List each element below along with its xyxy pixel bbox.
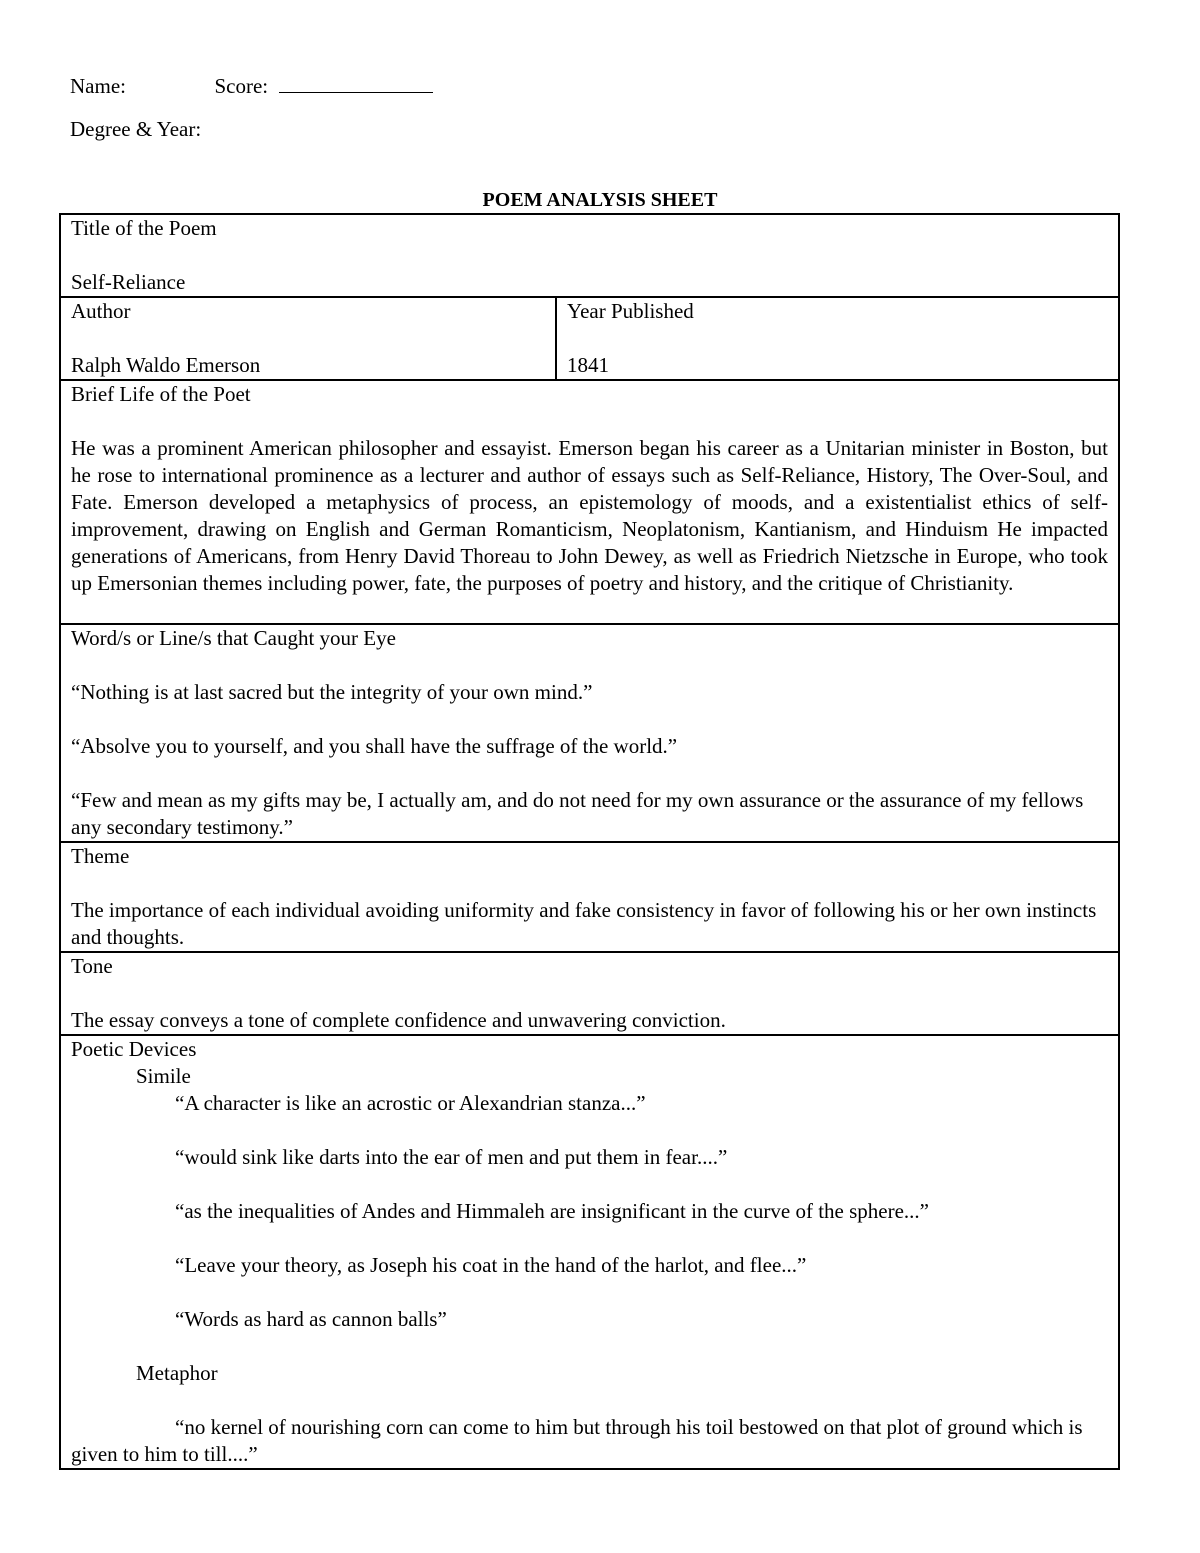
year-cell bbox=[556, 297, 1119, 380]
sheet-title: POEM ANALYSIS SHEET bbox=[482, 189, 718, 211]
quote-line: “Absolve you to yourself, and you shall have the suffrage of the world.” bbox=[71, 734, 678, 758]
author-year-row bbox=[60, 297, 1119, 380]
name-label: Name: bbox=[70, 74, 126, 98]
devices-cell bbox=[60, 1035, 1119, 1469]
score-label: Score: bbox=[214, 74, 269, 98]
tone-text: The essay conveys a tone of complete confidence and unwavering conviction. bbox=[71, 1008, 726, 1032]
author-value: Ralph Waldo Emerson bbox=[71, 353, 261, 377]
simile-item: “A character is like an acrostic or Alexandrian stanza...” bbox=[175, 1091, 646, 1115]
theme-row bbox=[60, 842, 1119, 952]
simile-item: “Leave your theory, as Joseph his coat in the hand of the harlot, and flee...” bbox=[175, 1253, 807, 1277]
poem-analysis-table bbox=[59, 213, 1120, 1470]
year-value: 1841 bbox=[567, 353, 609, 377]
metaphor-item: “no kernel of nourishing corn can come to him but through his toil bestowed on that plot of ground which is given to him to till....” bbox=[71, 1415, 1083, 1466]
title-row bbox=[60, 214, 1119, 297]
tone-cell bbox=[60, 952, 1119, 1035]
title-cell bbox=[60, 214, 1119, 297]
simile-item: “Words as hard as cannon balls” bbox=[175, 1307, 447, 1331]
devices-label: Poetic Devices bbox=[71, 1037, 197, 1061]
life-label: Brief Life of the Poet bbox=[71, 382, 251, 406]
life-cell bbox=[60, 380, 1119, 624]
quote-line: “Nothing is at last sacred but the integrity of your own mind.” bbox=[71, 680, 593, 704]
lines-cell bbox=[60, 624, 1119, 842]
author-label: Author bbox=[71, 299, 131, 323]
simile-item: “as the inequalities of Andes and Himmaleh are insignificant in the curve of the sphere...” bbox=[175, 1199, 930, 1223]
quote-line: “Few and mean as my gifts may be, I actually am, and do not need for my own assurance or the assurance of my fellows any secondary testimony.” bbox=[71, 788, 1084, 839]
life-text: He was a prominent American philosopher and essayist. Emerson began his career as a Unitarian minister in Boston, but he rose to international prominence as a lecturer and author of essays such as Self-Reliance, History, The Over-Soul, and Fate. Emerson developed a metaphysics of process, an epistemology of moods, and a existentialist ethics of self-improvement, drawing on English and German Romanticism, Neoplatonism, Kantianism, and Hinduism He impacted generations of Americans, from Henry David Thoreau to John Dewey, as well as Friedrich Nietzsche in Europe, who took up Emersonian themes including power, fate, the purposes of poetry and history, and the critique of Christianity. bbox=[71, 436, 1108, 595]
theme-cell bbox=[60, 842, 1119, 952]
name-score-line bbox=[70, 73, 433, 100]
simile-item: “would sink like darts into the ear of men and put them in fear....” bbox=[175, 1145, 728, 1169]
year-label: Year Published bbox=[567, 299, 694, 323]
title-label: Title of the Poem bbox=[71, 216, 217, 240]
score-blank bbox=[279, 74, 433, 93]
lines-row bbox=[60, 624, 1119, 842]
theme-label: Theme bbox=[71, 844, 130, 868]
devices-row bbox=[60, 1035, 1119, 1469]
life-row bbox=[60, 380, 1119, 624]
metaphor-label: Metaphor bbox=[136, 1361, 218, 1385]
lines-label: Word/s or Line/s that Caught your Eye bbox=[71, 626, 396, 650]
simile-label: Simile bbox=[136, 1064, 191, 1088]
author-cell bbox=[60, 297, 556, 380]
tone-row bbox=[60, 952, 1119, 1035]
tone-label: Tone bbox=[71, 954, 113, 978]
degree-year-label: Degree & Year: bbox=[70, 117, 202, 141]
title-value: Self-Reliance bbox=[71, 270, 186, 294]
theme-text: The importance of each individual avoiding uniformity and fake consistency in favor of following his or her own instincts and thoughts. bbox=[71, 898, 1097, 949]
